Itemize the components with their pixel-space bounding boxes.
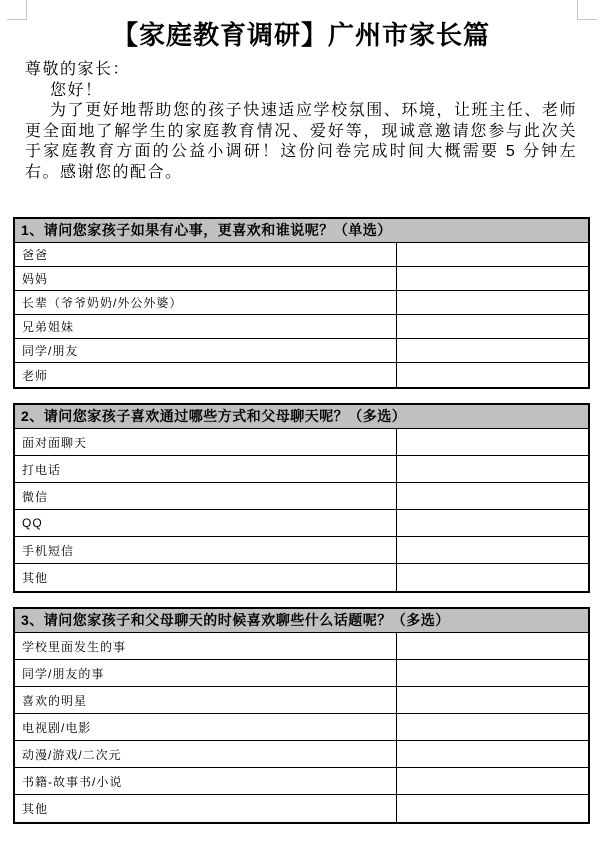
answer-cell[interactable] <box>397 243 588 266</box>
answer-cell[interactable] <box>397 339 588 362</box>
option-row <box>15 483 588 510</box>
option-label: 书籍-故事书/小说 <box>15 768 397 794</box>
option-row <box>15 267 588 291</box>
answer-cell[interactable] <box>397 564 588 591</box>
option-row <box>15 510 588 537</box>
option-label: 其他 <box>15 564 397 591</box>
option-label: 其他 <box>15 795 397 822</box>
answer-cell[interactable] <box>397 291 588 314</box>
intro-paragraph: 为了更好地帮助您的孩子快速适应学校氛围、环境，让班主任、老师更全面地了解学生的家庭教育情况、爱好等，现诚意邀请您参与此次关于家庭教育方面的公益小调研！这份问卷完成时间大概需要 5 分钟左右。感谢您的配合。 <box>25 102 577 181</box>
option-label: 面对面聊天 <box>15 429 397 455</box>
option-row <box>15 537 588 564</box>
option-row <box>15 687 588 714</box>
answer-cell[interactable] <box>397 456 588 482</box>
question-table <box>13 607 590 824</box>
option-label: 微信 <box>15 483 397 509</box>
option-label: 长辈（爷爷奶奶/外公外婆） <box>15 291 397 314</box>
option-row <box>15 660 588 687</box>
intro-block <box>25 60 577 183</box>
answer-cell[interactable] <box>397 537 588 563</box>
option-label: 喜欢的明星 <box>15 687 397 713</box>
option-label: QQ <box>15 510 397 536</box>
question-table <box>13 217 590 389</box>
question-tables <box>13 217 590 838</box>
option-row <box>15 291 588 315</box>
option-label: 妈妈 <box>15 267 397 290</box>
answer-cell[interactable] <box>397 429 588 455</box>
answer-cell[interactable] <box>397 768 588 794</box>
answer-cell[interactable] <box>397 687 588 713</box>
option-label: 动漫/游戏/二次元 <box>15 741 397 767</box>
answer-cell[interactable] <box>397 714 588 740</box>
question-title: 1、请问您家孩子如果有心事，更喜欢和谁说呢？（单选） <box>15 219 588 243</box>
option-label: 兄弟姐妹 <box>15 315 397 338</box>
answer-cell[interactable] <box>397 267 588 290</box>
answer-cell[interactable] <box>397 633 588 659</box>
answer-cell[interactable] <box>397 315 588 338</box>
answer-cell[interactable] <box>397 795 588 822</box>
option-row <box>15 363 588 387</box>
option-row <box>15 564 588 591</box>
option-label: 老师 <box>15 363 397 387</box>
option-row <box>15 456 588 483</box>
option-row <box>15 243 588 267</box>
answer-cell[interactable] <box>397 483 588 509</box>
option-row <box>15 714 588 741</box>
answer-cell[interactable] <box>397 741 588 767</box>
option-row <box>15 633 588 660</box>
option-row <box>15 429 588 456</box>
question-title: 3、请问您家孩子和父母聊天的时候喜欢聊些什么话题呢？（多选） <box>15 609 588 633</box>
option-label: 手机短信 <box>15 537 397 563</box>
option-row <box>15 315 588 339</box>
option-label: 学校里面发生的事 <box>15 633 397 659</box>
hello-line: 您好！ <box>50 81 103 99</box>
option-row <box>15 339 588 363</box>
option-label: 爸爸 <box>15 243 397 266</box>
salutation-line: 尊敬的家长： <box>25 61 131 78</box>
option-label: 打电话 <box>15 456 397 482</box>
option-label: 电视剧/电影 <box>15 714 397 740</box>
margin-crop-mark-top-right <box>577 0 597 20</box>
question-title: 2、请问您家孩子喜欢通过哪些方式和父母聊天呢？（多选） <box>15 405 588 429</box>
page-title: 【家庭教育调研】广州市家长篇 <box>111 20 490 50</box>
option-label: 同学/朋友 <box>15 339 397 362</box>
answer-cell[interactable] <box>397 660 588 686</box>
question-table <box>13 403 590 593</box>
option-row <box>15 741 588 768</box>
answer-cell[interactable] <box>397 510 588 536</box>
margin-crop-mark-top-left <box>7 0 27 20</box>
option-row <box>15 795 588 822</box>
answer-cell[interactable] <box>397 363 588 387</box>
option-row <box>15 768 588 795</box>
option-label: 同学/朋友的事 <box>15 660 397 686</box>
